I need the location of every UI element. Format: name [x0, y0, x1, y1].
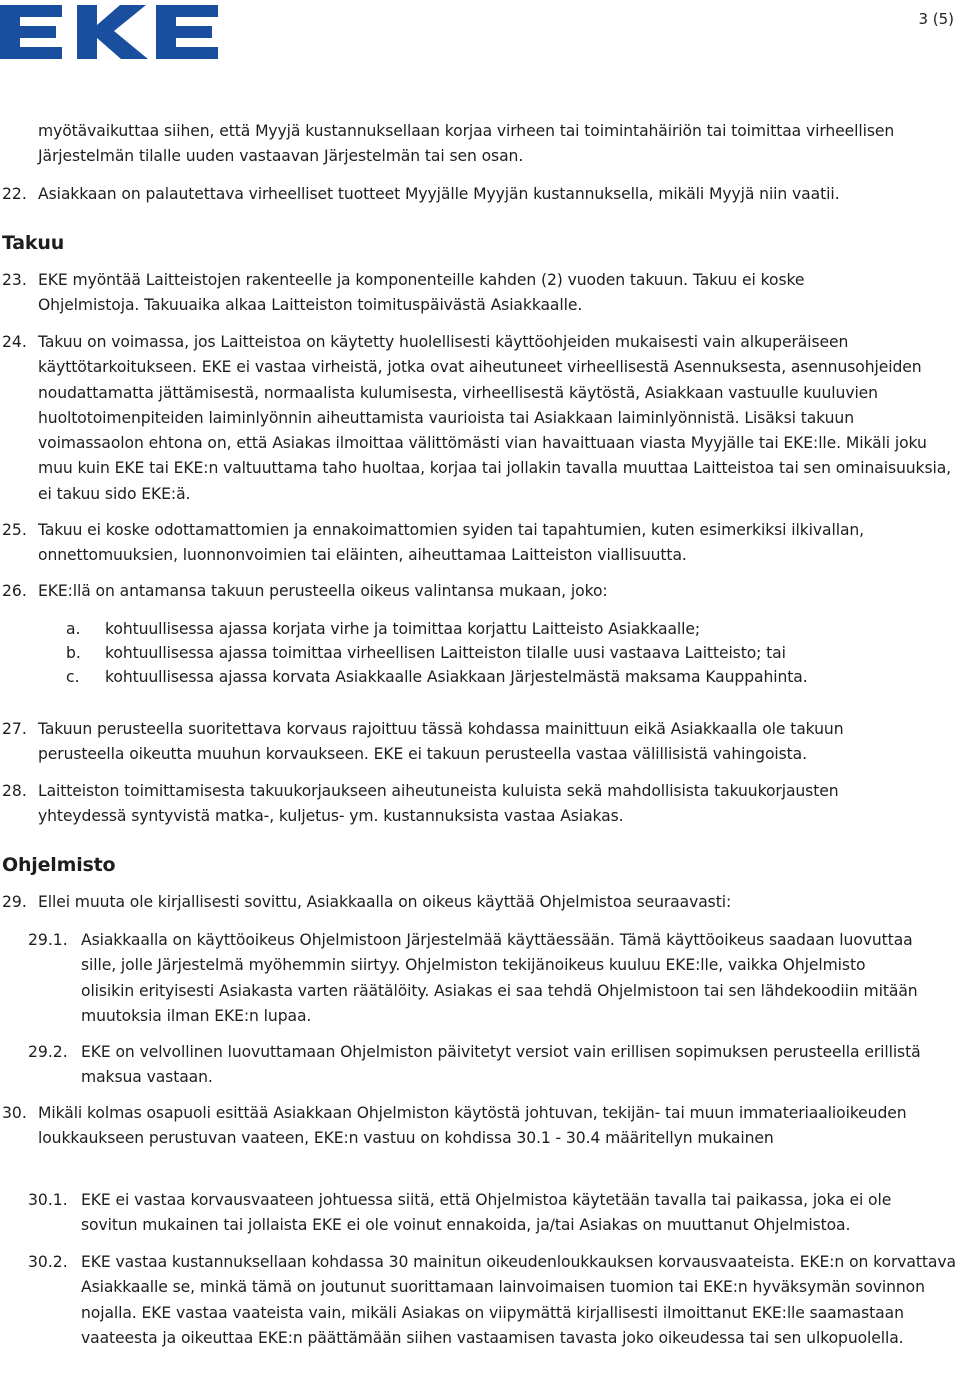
clause-29: Ellei muuta ole kirjallisesti sovittu, Asiakkaalla on oikeus käyttää Ohjelmistoa seuraavasti:: [38, 893, 732, 911]
clause-number-27: 27.: [2, 720, 27, 738]
clause-number-25: 25.: [2, 521, 27, 539]
list-item-letter: c.: [66, 668, 80, 686]
clause-29-2: EKE on velvollinen luovuttamaan Ohjelmiston päivitetyt versiot vain erillisen sopimuksen perusteella erillistä maksua vastaan.: [81, 1043, 921, 1087]
clause-27: Takuun perusteella suoritettava korvaus rajoittuu tässä kohdassa mainittuun eikä Asiakkaalla ole takuun perusteella oikeutta muuhun korvaukseen. EKE ei takuun perusteella vastaa välillisistä vahingoista.: [38, 720, 844, 764]
clause-number-29-2: 29.2.: [28, 1043, 68, 1061]
list-item: kohtuullisessa ajassa korvata Asiakkaalle Asiakkaan Järjestelmästä maksama Kauppahinta.: [105, 668, 808, 686]
list-item: kohtuullisessa ajassa toimittaa virheellisen Laitteiston tilalle uusi vastaava Laitteisto; tai: [105, 644, 786, 662]
list-item-letter: a.: [66, 620, 81, 638]
clause-number-30-1: 30.1.: [28, 1191, 68, 1209]
clause-number-24: 24.: [2, 333, 27, 351]
clause-number-28: 28.: [2, 782, 27, 800]
section-heading-ohjelmisto: Ohjelmisto: [2, 854, 116, 876]
clause-29-1: Asiakkaalla on käyttöoikeus Ohjelmistoon Järjestelmää käyttäessään. Tämä käyttöoikeus saadaan luovuttaa sille, jolle Järjestelmä myöhemmin siirtyy. Ohjelmiston tekijänoikeus kuuluu EKE:lle, vaikka Ohjelmisto olisikin erityisesti Asiakasta varten räätälöity. Asiakas ei saa tehdä Ohjelmistoon tai sen lähdekoodiin mitään muutoksia ilman EKE:n lupaa.: [81, 931, 918, 1025]
clause-30-2: EKE vastaa kustannuksellaan kohdassa 30 mainitun oikeudenloukkauksen korvausvaateista. EKE:n on korvattava Asiakkaalle se, minkä tämä on joutunut suorittamaan lainvoimaisen tuomion tai EKE:n hyväksymän sovinnon nojalla. EKE vastaa vaateista vain, mikäli Asiakas on viipymättä kirjallisesti ilmoittanut EKE:lle saamastaan vaateesta ja oikeuttaa EKE:n päättämään siihen vastaamisen tavasta joko oikeudessa tai sen ulkopuolella.: [81, 1253, 956, 1347]
clause-number-26: 26.: [2, 582, 27, 600]
clause-number-30-2: 30.2.: [28, 1253, 68, 1271]
clause-25: Takuu ei koske odottamattomien ja ennakoimattomien syiden tai tapahtumien, kuten esimerkiksi ilkivallan, onnettomuuksien, luonnonvoimien tai eläinten, aiheuttamaa Laitteiston viallisuutta.: [38, 521, 865, 565]
section-heading-takuu: Takuu: [2, 232, 65, 254]
page-number: 3 (5): [918, 10, 954, 28]
eke-logo: [0, 5, 218, 59]
clause-number-23: 23.: [2, 271, 27, 289]
clause-number-30: 30.: [2, 1104, 27, 1122]
clause-number-29-1: 29.1.: [28, 931, 68, 949]
intro-paragraph: myötävaikuttaa siihen, että Myyjä kustannuksellaan korjaa virheen tai toimintahäiriön tai toimittaa virheellisen Järjestelmän tilalle uuden vastaavan Järjestelmän tai sen osan.: [38, 122, 895, 166]
clause-22: Asiakkaan on palautettava virheelliset tuotteet Myyjälle Myyjän kustannuksella, mikäli Myyjä niin vaatii.: [38, 185, 840, 203]
clause-number-22: 22.: [2, 185, 27, 203]
clause-number-29: 29.: [2, 893, 27, 911]
list-item: kohtuullisessa ajassa korjata virhe ja toimittaa korjattu Laitteisto Asiakkaalle;: [105, 620, 701, 638]
clause-28: Laitteiston toimittamisesta takuukorjaukseen aiheutuneista kuluista sekä mahdollisista takuukorjausten yhteydessä syntyvistä matka-, kuljetus- ym. kustannuksista vastaa Asiakas.: [38, 782, 839, 826]
list-item-letter: b.: [66, 644, 81, 662]
clause-23: EKE myöntää Laitteistojen rakenteelle ja komponenteille kahden (2) vuoden takuun. Takuu ei koske Ohjelmistoja. Takuuaika alkaa Laitteiston toimituspäivästä Asiakkaalle.: [38, 271, 805, 315]
clause-30: Mikäli kolmas osapuoli esittää Asiakkaan Ohjelmiston käytöstä johtuvan, tekijän- tai muun immateriaalioikeuden loukkaukseen perustuvan vaateen, EKE:n vastuu on kohdissa 30.1 - 30.4 määritellyn mukainen: [38, 1104, 907, 1148]
clause-26: EKE:llä on antamansa takuun perusteella oikeus valintansa mukaan, joko:: [38, 582, 608, 600]
clause-30-1: EKE ei vastaa korvausvaateen johtuessa siitä, että Ohjelmistoa käytetään tavalla tai paikassa, joka ei ole sovitun mukainen tai jollaista EKE ei ole voinut ennakoida, ja/tai Asiakas on muuttanut Ohjelmistoa.: [81, 1191, 892, 1235]
clause-24: Takuu on voimassa, jos Laitteistoa on käytetty huolellisesti käyttöohjeiden mukaisesti vain alkuperäiseen käyttötarkoitukseen. EKE ei vastaa virheistä, jotka ovat aiheutuneet virheellisestä Asennuksesta, asennusohjeiden noudattamatta jättämisestä, normaalista kulumisesta, virheellisestä käytöstä, Asiakkaan vastuulle kuuluvien huoltotoimenpiteiden laiminlyönnin aiheuttamista vaurioista tai Asiakkaan laiminlyönnistä. Lisäksi takuun voimassaolon ehtona on, että Asiakas ilmoittaa välittömästi vian havaittuaan viasta Myyjälle tai EKE:lle. Mikäli joku muu kuin EKE tai EKE:n valtuuttama taho huoltaa, korjaa tai jollakin tavalla muuttaa Laitteistoa tai sen ominaisuuksia, ei takuu sido EKE:ä.: [38, 333, 952, 503]
